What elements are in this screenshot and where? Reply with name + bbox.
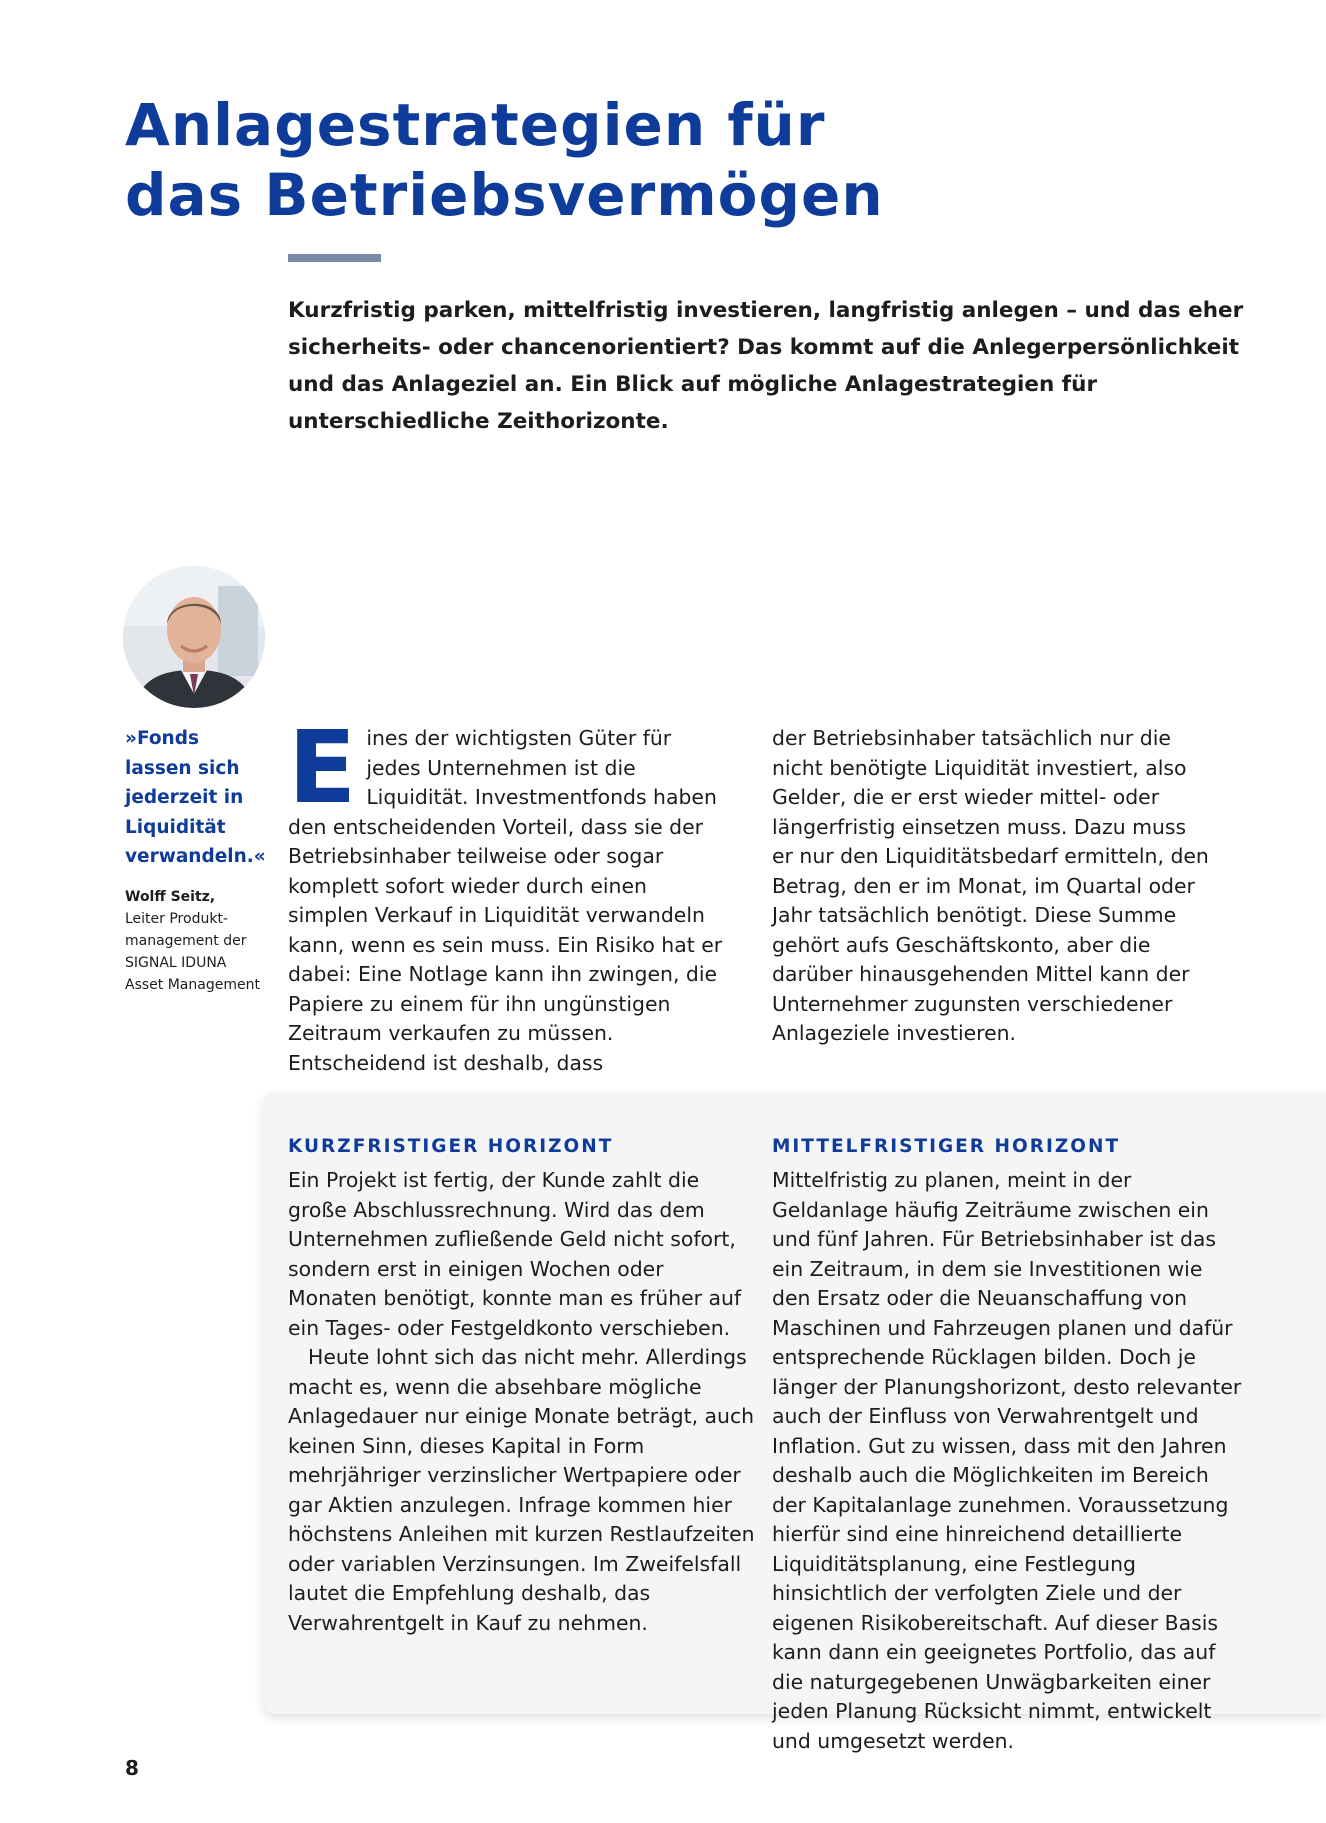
- page-title: [125, 90, 1125, 230]
- medium-term-heading: MITTELFRISTIGER HORIZONT: [772, 1136, 1121, 1157]
- short-term-heading: KURZFRISTIGER HORIZONT: [288, 1136, 614, 1157]
- drop-cap: E: [288, 709, 357, 826]
- quote-author-name: Wolff Seitz,: [125, 888, 216, 905]
- pull-quote: [125, 724, 265, 996]
- title-divider: [288, 254, 381, 262]
- intro-paragraph: Kurzfristig parken, mittelfristig investieren, langfristig anlegen – und das eher sicherheits- oder chancenorientiert? Das kommt auf die Anlegerpersönlichkeit und das Anlageziel an. Ein Blick auf mögliche Anlagestrategien für unterschiedliche Zeithorizonte.: [288, 298, 1244, 434]
- short-term-paragraph-1: Ein Projekt ist fertig, der Kunde zahlt die große Abschlussrechnung. Wird das dem Unternehmen zufließende Geld nicht sofort, sondern erst in einigen Wochen oder Monaten benötigt, konnte man es früher auf ein Tages- oder Festgeldkonto verschieben.: [288, 1168, 742, 1340]
- medium-term-paragraph: Mittelfristig zu planen, meint in der Geldanlage häufig Zeiträume zwischen ein und fünf Jahren. Für Betriebsinhaber ist das ein Zeitraum, in dem sie Investitionen wie den Ersatz oder die Neuanschaffung von Maschinen und Fahrzeugen planen und dafür entsprechende Rücklagen bilden. Doch je länger der Planungshorizont, desto relevanter auch der Einfluss von Verwahrentgelt und Inflation. Gut zu wissen, dass mit den Jahren deshalb auch die Möglichkeiten im Bereich der Kapitalanlage zunehmen. Voraussetzung hierfür sind eine hinreichend detaillierte Liquiditätsplanung, eine Festlegung hinsichtlich der verfolgten Ziele und der eigenen Risikobereitschaft. Auf dieser Basis kann dann ein geeignetes Portfolio, das auf die naturgegebenen Unwägbarkeiten einer jeden Planung Rücksicht nimmt, entwickelt und umgesetzt werden.: [772, 1168, 1242, 1753]
- quote-author-role: Leiter Produkt- management der SIGNAL IDUNA Asset Management: [125, 910, 260, 993]
- page-number: 8: [125, 1756, 139, 1780]
- title-line-2: das Betriebsvermögen: [125, 161, 884, 229]
- medium-term-section: [772, 1132, 1242, 1756]
- body-column-1-text: ines der wichtigsten Güter für jedes Unternehmen ist die Liquidität. Investmentfonds haben den entscheidenden Vorteil, dass sie der Betriebsinhaber teilweise oder sogar komplett sofort wieder durch einen simplen Verkauf in Liquidität verwandeln kann, wenn es sein muss. Ein Risiko hat er dabei: Eine Notlage kann ihn zwingen, die Papiere zu einem für ihn ungünstigen Zeitraum verkaufen zu müssen. Entscheidend ist deshalb, dass: [288, 726, 723, 1075]
- short-term-paragraph-2: Heute lohnt sich das nicht mehr. Allerdings macht es, wenn die absehbare mögliche Anlagedauer nur einige Monate beträgt, auch keinen Sinn, dieses Kapital in Form mehrjähriger verzinslicher Wertpapiere oder gar Aktien anzulegen. Infrage kommen hier höchstens Anleihen mit kurzen Restlaufzeiten oder variablen Verzinsungen. Im Zweifelsfall lautet die Empfehlung deshalb, das Verwahrentgelt in Kauf zu nehmen.: [288, 1345, 755, 1635]
- body-column-1: [288, 709, 728, 1078]
- portrait-photo: [123, 566, 265, 708]
- person-portrait-icon: [123, 566, 265, 708]
- quote-text: »Fonds lassen sich jederzeit in Liquidität verwandeln.«: [125, 728, 266, 867]
- short-term-section: [288, 1132, 758, 1638]
- title-line-1: Anlagestrategien für: [125, 91, 826, 159]
- body-column-2: der Betriebsinhaber tatsächlich nur die nicht benötigte Liquidität investiert, also Gelder, die er erst wieder mittel- oder längerfristig einsetzen muss. Dazu muss er nur den Liquiditätsbedarf ermitteln, den Betrag, den er im Monat, im Quartal oder Jahr tatsächlich benötigt. Diese Summe gehört aufs Geschäftskonto, aber die darüber hinausgehenden Mittel kann der Unternehmer zugunsten verschiedener Anlageziele investieren.: [772, 726, 1209, 1045]
